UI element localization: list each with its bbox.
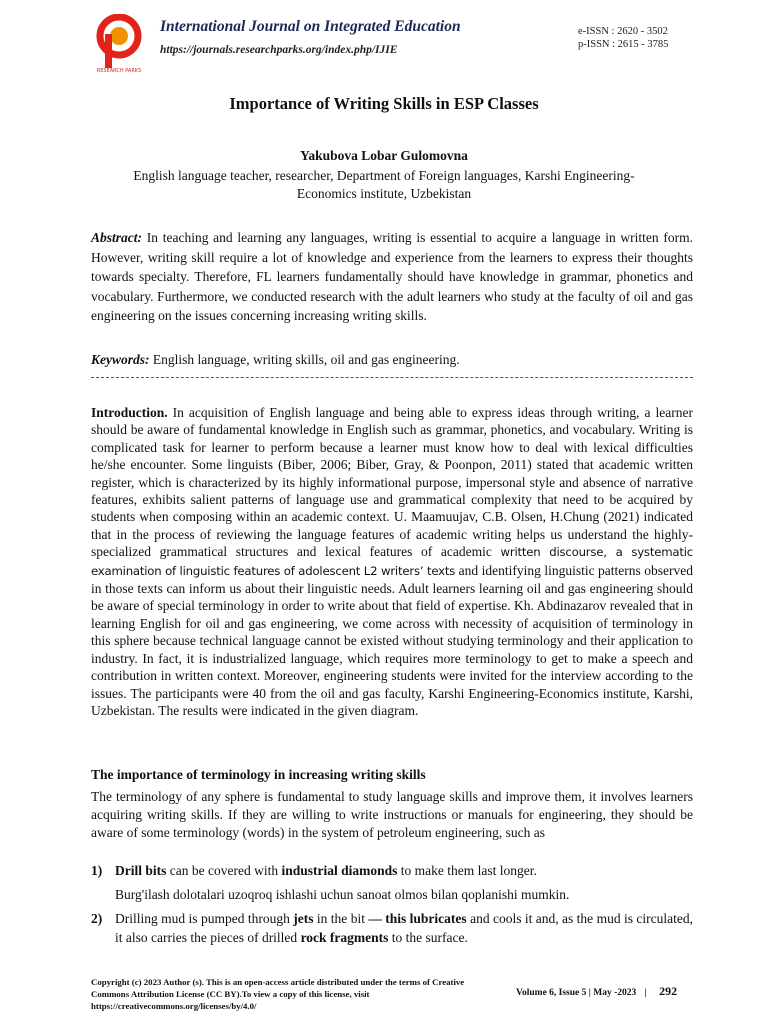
term-rock-fragments: rock fragments — [300, 929, 389, 945]
term-drill-bits: Drill bits — [115, 863, 167, 878]
terminology-paragraph: The terminology of any sphere is fundamental to study language skills and improve them, it involves learners acquiring writing skills. If they are willing to write instructions or manuals for engineering, they should be aware of some terminology (words) in the system of petroleum engineering, such as — [91, 789, 693, 840]
list-number: 1) — [91, 863, 103, 878]
list-text: Drilling mud is pumped through — [115, 911, 294, 926]
list-item-translation — [91, 886, 693, 905]
volume-info: Volume 6, Issue 5 | May -2023 — [516, 988, 637, 998]
term-jets: jets — [293, 911, 314, 926]
abstract-label: Abstract: — [91, 230, 143, 245]
introduction-text-a: In acquisition of English language and being able to express ideas through writing, a learner should be aware of fundamental knowledge in English such as grammar, phonetics, and vocabulary. Writing is complicated task for learner to perform because a learner must know how to deal with lexical difficulties he/she encounter. Some linguists (Biber, 2006; Biber, Gray, & Poonpon, 2011) stated that academic written register, which is characterized by its highly informational purpose, impersonal style and absence of narrative features, exhibits salient patterns of language use and grammatical complexity that need to be acquired by students when composing within an academic context. U. Maamuujav, C.B. Olsen, H.Chung (2021) indicated that in the process of reviewing the language features of academic writing helps us understand the highly-specialized grammatical structures and lexical features of academic — [91, 405, 694, 560]
introduction-label: Introduction. — [91, 405, 168, 420]
author-affiliation: English language teacher, researcher, Department of Foreign languages, Karshi Engineering-Economics institute, Uzbekistan — [133, 168, 635, 201]
research-parks-logo-icon — [95, 14, 143, 74]
eissn: e-ISSN : 2620 - 3502 — [578, 26, 668, 37]
journal-url[interactable]: https://journals.researchparks.org/index.php/IJIE — [160, 44, 398, 56]
term-lubricates: — this lubricates — [368, 911, 467, 926]
introduction-text-c: and identifying linguistic patterns observed in those texts can inform us about their linguistic needs. Adult learners learning oil and gas engineering should be aware of special terminology in order to write about that field of expertise. Kh. Abdinazarov revealed that in learning English for oil and gas engineering, we come across with necessity of acquisition of terminology in this sphere because technical language cannot be existed without studying terminology and their application to industry. In fact, it is industrialized language, which requires more terminology to get to make a speech and contribution in written context. Moreover, engineering students were invited for the interview according to the issues. The participants were 40 from the oil and gas faculty, Karshi Engineering-Economics institute, Karshi, Uzbekistan. The results were indicated in the given diagram. — [91, 562, 694, 718]
abstract — [91, 228, 693, 326]
paper-title: Importance of Writing Skills in ESP Classes — [229, 94, 539, 113]
abstract-text: In teaching and learning any languages, writing is essential to acquire a language in written form. However, writing skill require a lot of knowledge and experience from the learners to express their thoughts towards specialty. Therefore, FL learners fundamentally should have knowledge in grammar, phonetics and vocabulary. Furthermore, we conducted research with the adult learners who study at the faculty of oil and gas engineering on the issues concerning increasing writing skills. — [91, 230, 694, 324]
list-number: 2) — [91, 911, 103, 926]
section-divider — [91, 377, 693, 378]
keywords-text: English language, writing skills, oil and gas engineering. — [152, 352, 460, 367]
term-industrial-diamonds: industrial diamonds — [281, 863, 398, 878]
journal-title: International Journal on Integrated Education — [160, 18, 461, 35]
page-header — [0, 0, 768, 80]
keywords-label: Keywords: — [91, 352, 150, 367]
copyright-notice: Copyright (c) 2023 Author (s). This is an open-access article distributed under the terms of Creative Commons Attribution License (CC BY).To view a copy of this license, visit https://creativecommons.org/licenses/by/4.0/ — [91, 977, 465, 1011]
page-number: 292 — [659, 984, 678, 998]
section-heading: The importance of terminology in increasing writing skills — [91, 767, 426, 782]
introduction-text-b: written discourse, a systematic examination of linguistic features of adolescent L2 writers’ texts — [91, 545, 694, 578]
footer-separator: | — [644, 988, 647, 998]
list-item — [91, 862, 693, 881]
author-name: Yakubova Lobar Gulomovna — [300, 148, 468, 163]
list-text: to the surface. — [388, 929, 468, 945]
issn-block — [578, 25, 668, 51]
logo-text: RESEARCH PARKS — [96, 68, 142, 74]
keywords — [91, 350, 693, 370]
list-item — [91, 910, 693, 947]
pissn: p-ISSN : 2615 - 3785 — [578, 39, 669, 50]
list-text: can be covered with — [166, 863, 282, 878]
introduction-paragraph — [91, 404, 693, 719]
list-text: to make them last longer. — [397, 863, 537, 878]
list-text: in the bit — [313, 911, 369, 926]
page-footer — [516, 984, 677, 999]
translation-text: Burg'ilash dolotalari uzoqroq ishlashi uchun sanoat olmos bilan qoplanishi mumkin. — [115, 887, 570, 902]
list-text: and cools it and, as the mud is circulated, it also carries the pieces of drilled — [115, 911, 693, 945]
